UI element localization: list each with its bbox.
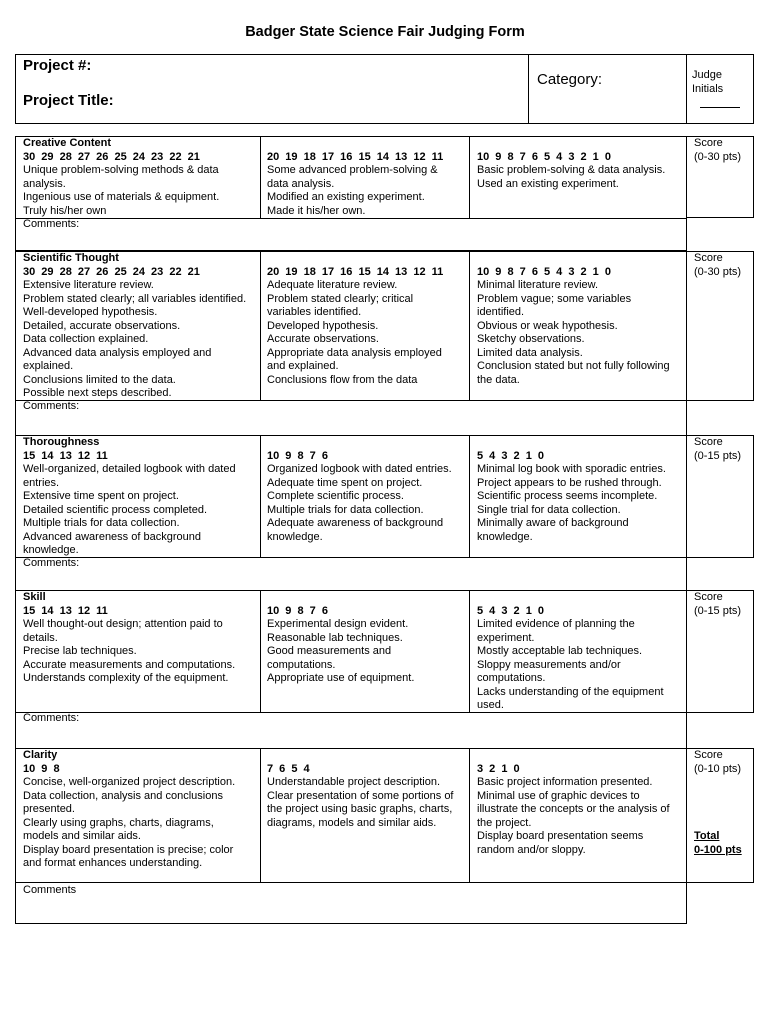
criteria-cell: [477, 151, 685, 192]
score-text: Score: [694, 137, 723, 149]
criterion-line: Used an existing experiment.: [477, 177, 619, 190]
score-text: Score: [694, 436, 723, 448]
score-range: (0-15 pts): [694, 449, 742, 462]
criterion-line: Well thought-out design; attention paid to: [23, 618, 223, 630]
criterion-line: Understandable project description.: [267, 776, 441, 788]
criterion-line: Ingenious use of materials & equipment.: [23, 191, 220, 203]
criteria-cell: [477, 763, 685, 858]
criteria-cell: [267, 763, 467, 831]
criterion-line: Reasonable lab techniques.: [267, 631, 403, 644]
score-options: 10 9 8: [23, 762, 60, 775]
criteria-cell: [23, 749, 258, 871]
criteria-cell: [267, 605, 467, 686]
judge-initials-label: [692, 69, 723, 96]
comments-label[interactable]: Comments:: [23, 218, 80, 230]
header-box: [15, 54, 754, 124]
criterion-line: analysis.: [23, 177, 66, 190]
criterion-line: random and/or sloppy.: [477, 843, 586, 856]
criterion-line: Accurate observations.: [267, 333, 379, 345]
criterion-line: Possible next steps described.: [23, 387, 172, 399]
row-divider: [15, 882, 687, 883]
criterion-line: Modified an existing experiment.: [267, 191, 425, 203]
score-options: 15 14 13 12 11: [23, 449, 108, 462]
criterion-line: Sloppy measurements and/or: [477, 658, 621, 671]
criteria-cell: [23, 436, 258, 558]
score-options: 20 19 18 17 16 15 14 13 12 11: [267, 265, 444, 278]
criterion-line: Appropriate use of equipment.: [267, 672, 415, 684]
criterion-line: Minimally aware of background: [477, 517, 629, 529]
score-options: 20 19 18 17 16 15 14 13 12 11: [267, 150, 444, 163]
criterion-line: Display board presentation seems: [477, 830, 644, 842]
criterion-line: Limited data analysis.: [477, 346, 583, 359]
col-divider: [469, 251, 470, 400]
section-heading: Skill: [23, 591, 46, 603]
criterion-line: presented.: [23, 803, 75, 815]
judge-initials-line[interactable]: [700, 107, 740, 108]
section-heading: Thoroughness: [23, 436, 100, 448]
criterion-line: Clearly using graphs, charts, diagrams,: [23, 816, 214, 829]
total-range: 0-100 pts: [694, 843, 742, 856]
criterion-line: Concise, well-organized project description.: [23, 776, 236, 788]
section-heading: Clarity: [23, 749, 58, 761]
criterion-line: Problem vague; some variables: [477, 292, 632, 305]
criterion-line: and format enhances understanding.: [23, 857, 203, 869]
score-range: (0-30 pts): [694, 150, 742, 163]
criteria-cell: [267, 450, 467, 545]
initials-label: Initials: [692, 82, 724, 95]
comments-label[interactable]: Comments: [23, 884, 77, 896]
criterion-line: and explained.: [267, 360, 339, 372]
category-label: Category:: [537, 71, 603, 88]
criterion-line: used.: [477, 699, 504, 711]
criterion-line: Extensive literature review.: [23, 279, 154, 291]
criterion-line: Advanced data analysis employed and: [23, 346, 212, 359]
score-options: 10 9 8 7 6: [267, 604, 328, 617]
criterion-line: Basic project information presented.: [477, 776, 653, 788]
criterion-line: Conclusions limited to the data.: [23, 373, 176, 386]
criterion-line: Well-organized, detailed logbook with dated: [23, 463, 236, 475]
criterion-line: Problem stated clearly; all variables identified.: [23, 292, 247, 305]
score-options: 30 29 28 27 26 25 24 23 22 21: [23, 150, 200, 163]
criteria-cell: [23, 591, 258, 686]
score-options: 10 9 8 7 6 5 4 3 2 1 0: [477, 265, 611, 278]
criterion-line: Data collection, analysis and conclusions: [23, 789, 223, 802]
criterion-line: Understands complexity of the equipment.: [23, 672, 229, 684]
score-options: 10 9 8 7 6 5 4 3 2 1 0: [477, 150, 611, 163]
criterion-line: Conclusions flow from the data: [267, 373, 418, 386]
criterion-line: diagrams, models and similar aids.: [267, 816, 437, 829]
criterion-line: knowledge.: [267, 530, 323, 543]
col-divider: [469, 136, 470, 218]
project-title-label: Project Title:: [23, 92, 114, 109]
score-options: 7 6 5 4: [267, 762, 310, 775]
criterion-line: Appropriate data analysis employed: [267, 346, 442, 359]
total-text: Total: [694, 830, 720, 842]
criterion-line: Good measurements and: [267, 645, 392, 657]
criterion-line: Adequate time spent on project.: [267, 476, 423, 489]
score-range: (0-10 pts): [694, 762, 742, 775]
score-options: 5 4 3 2 1 0: [477, 449, 544, 462]
criterion-line: models and similar aids.: [23, 830, 141, 842]
criterion-line: Mostly acceptable lab techniques.: [477, 645, 643, 657]
score-options: 15 14 13 12 11: [23, 604, 108, 617]
score-range: (0-30 pts): [694, 265, 742, 278]
criterion-line: variables identified.: [267, 306, 362, 318]
criterion-line: identified.: [477, 306, 525, 318]
criterion-line: Conclusion stated but not fully following: [477, 360, 670, 372]
criterion-line: Minimal literature review.: [477, 279, 599, 291]
criteria-cell: [477, 450, 685, 545]
criterion-line: Limited evidence of planning the: [477, 618, 635, 630]
criterion-line: Made it his/her own.: [267, 204, 366, 217]
criterion-line: Data collection explained.: [23, 333, 149, 345]
project-number-label: Project #:: [23, 57, 92, 74]
score-range: (0-15 pts): [694, 604, 742, 617]
criterion-line: experiment.: [477, 631, 535, 644]
criterion-line: details.: [23, 631, 58, 644]
col-divider: [260, 136, 261, 218]
criterion-line: Well-developed hypothesis.: [23, 306, 158, 318]
criterion-line: explained.: [23, 360, 74, 372]
col-divider: [260, 435, 261, 557]
criterion-line: Obvious or weak hypothesis.: [477, 319, 618, 332]
criterion-line: Single trial for data collection.: [477, 503, 621, 516]
score-label: [694, 252, 741, 279]
criterion-line: knowledge.: [23, 544, 79, 556]
score-text: Score: [694, 252, 723, 264]
criterion-line: illustrate the concepts or the analysis of: [477, 803, 670, 815]
col-divider: [260, 748, 261, 882]
section-heading: Scientific Thought: [23, 252, 119, 264]
judge-label: Judge: [692, 69, 722, 81]
criterion-line: Accurate measurements and computations.: [23, 658, 236, 671]
criteria-cell: [23, 252, 258, 401]
score-label: [694, 749, 741, 776]
comments-label[interactable]: Comments:: [23, 400, 80, 412]
score-options: 3 2 1 0: [477, 762, 520, 775]
score-options: 5 4 3 2 1 0: [477, 604, 544, 617]
criteria-cell: [267, 151, 467, 219]
header-divider: [686, 54, 687, 124]
col-divider: [260, 590, 261, 712]
header-divider: [528, 54, 529, 124]
criterion-line: Multiple trials for data collection.: [23, 517, 180, 529]
criteria-cell: [23, 137, 258, 218]
criterion-line: Basic problem-solving & data analysis.: [477, 164, 666, 176]
score-options: 30 29 28 27 26 25 24 23 22 21: [23, 265, 200, 278]
criterion-line: entries.: [23, 476, 60, 489]
criterion-line: the project.: [477, 816, 532, 829]
criterion-line: Developed hypothesis.: [267, 319, 379, 332]
criterion-line: Unique problem-solving methods & data: [23, 164, 219, 176]
criterion-line: Experimental design evident.: [267, 618, 409, 630]
col-divider: [469, 748, 470, 882]
criterion-line: Minimal log book with sporadic entries.: [477, 463, 666, 475]
score-label: [694, 591, 741, 618]
criterion-line: Project appears to be rushed through.: [477, 476, 662, 489]
score-label: [694, 436, 741, 463]
score-text: Score: [694, 749, 723, 761]
col-divider: [260, 251, 261, 400]
comments-label[interactable]: Comments:: [23, 557, 80, 569]
criterion-line: data analysis.: [267, 177, 335, 190]
col-divider: [469, 435, 470, 557]
total-label: [694, 830, 742, 857]
criterion-line: Detailed scientific process completed.: [23, 503, 208, 516]
score-label: [694, 137, 741, 164]
criterion-line: Organized logbook with dated entries.: [267, 463, 452, 475]
comments-label[interactable]: Comments:: [23, 712, 80, 724]
col-divider: [469, 590, 470, 712]
criterion-line: Adequate awareness of background: [267, 517, 444, 529]
criterion-line: Advanced awareness of background: [23, 530, 201, 543]
criterion-line: Clear presentation of some portions of: [267, 789, 454, 802]
criterion-line: computations.: [267, 658, 336, 671]
criterion-line: Detailed, accurate observations.: [23, 319, 181, 332]
criterion-line: the project using basic graphs, charts,: [267, 803, 453, 815]
criterion-line: Truly his/her own: [23, 204, 107, 217]
criterion-line: Sketchy observations.: [477, 333, 585, 345]
criterion-line: knowledge.: [477, 530, 533, 543]
criterion-line: Adequate literature review.: [267, 279, 398, 291]
criteria-cell: [267, 266, 467, 388]
criteria-cell: [477, 266, 685, 388]
form-title: Badger State Science Fair Judging Form: [245, 24, 525, 40]
criterion-line: Complete scientific process.: [267, 490, 404, 502]
criterion-line: Problem stated clearly; critical: [267, 292, 414, 305]
criterion-line: Display board presentation is precise; color: [23, 843, 234, 856]
criterion-line: Lacks understanding of the equipment: [477, 685, 664, 698]
criterion-line: Scientific process seems incomplete.: [477, 490, 658, 502]
criterion-line: Minimal use of graphic devices to: [477, 789, 640, 802]
criteria-cell: [477, 605, 685, 713]
criterion-line: computations.: [477, 672, 546, 684]
criterion-line: Precise lab techniques.: [23, 645, 137, 657]
criterion-line: the data.: [477, 373, 520, 386]
score-text: Score: [694, 591, 723, 603]
section-heading: Creative Content: [23, 137, 112, 149]
criterion-line: Multiple trials for data collection.: [267, 503, 424, 516]
criterion-line: Extensive time spent on project.: [23, 490, 179, 502]
score-options: 10 9 8 7 6: [267, 449, 328, 462]
row-divider: [15, 218, 687, 219]
criterion-line: Some advanced problem-solving &: [267, 164, 438, 176]
